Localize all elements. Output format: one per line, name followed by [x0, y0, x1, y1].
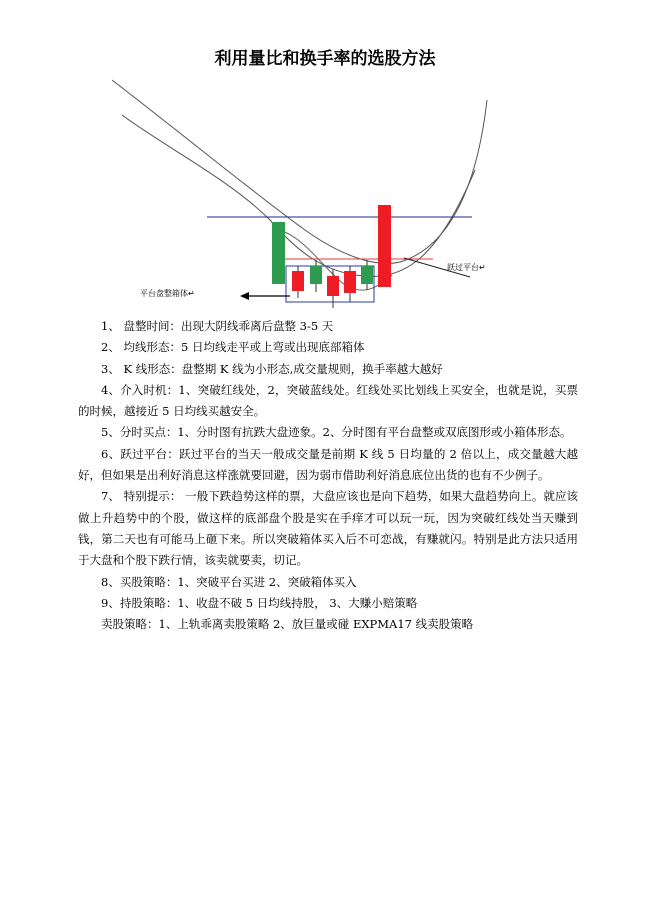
paragraph: 4、介入时机：1、突破红线处，2，突破蓝线处。红线处买比划线上买安全，也就是说，买票的时候，越接近 5 日均线买越安全。: [78, 382, 578, 419]
candle-big-green: [272, 222, 285, 284]
paragraph: 7、 特别提示： 一般下跌趋势这样的票，大盘应该也是向下趋势，如果大盘趋势向上。就应该做上升趋势中的个股，做这样的底部盘个股是实在手痒才可以玩一玩，因为突破红线处当天赚到钱，第二天也有可能马上砸下来。所以突破箱体买入后不可恋战，有赚就闪。特别是此方法只适用于大盘和个股下跌行情，该卖就要卖，切记。: [78, 489, 578, 568]
candle-2-green: [310, 266, 322, 284]
label-platform-box: 平台盘整箱体↵: [140, 289, 195, 298]
candle-3-red: [327, 276, 339, 296]
paragraph: 卖股策略：1、上轨乖离卖股策略 2、放巨量或碰 EXPMA17 线卖股策略: [101, 617, 474, 632]
candle-big-red: [378, 205, 391, 287]
document-title: 利用量比和换手率的选股方法: [214, 49, 436, 69]
paragraph: 8、买股策略：1、突破平台买进 2、突破箱体买入: [101, 574, 357, 589]
ma-curve-lower: [122, 115, 475, 276]
paragraph: 5、分时买点：1、分时图有抗跌大盘迹象。2、分时图有平台盘整或双底图形或小箱体形态。: [101, 425, 572, 440]
ma-curve-upper: [112, 80, 487, 263]
paragraph: 6、跃过平台：跃过平台的当天一般成交量是前期 K 线 5 日均量的 2 倍以上，成交量越大越好，但如果是出利好消息这样涨就要回避，因为弱市借助利好消息底位出货的也有不少例子。: [78, 446, 578, 483]
left-arrow-icon: [240, 292, 249, 300]
paragraph: 1、 盘整时间：出现大阴线乖离后盘整 3-5 天: [101, 319, 334, 333]
paragraph: 2、 均线形态：5 日均线走平或上弯或出现底部箱体: [101, 340, 365, 355]
candle-5-green: [361, 266, 373, 284]
paragraph: 9、持股策略：1、收盘不破 5 日均线持股， 3、大赚小赔策略: [101, 595, 418, 610]
label-jump-platform: 跃过平台↵: [447, 263, 486, 272]
candlestick-diagram: [100, 70, 500, 315]
paragraph: 3、 K 线形态：盘整期 K 线为小形态,成交量规则，换手率越大越好: [101, 361, 443, 376]
document-body: [78, 316, 578, 635]
candle-1-red: [292, 271, 304, 291]
candle-4-red: [344, 271, 356, 293]
